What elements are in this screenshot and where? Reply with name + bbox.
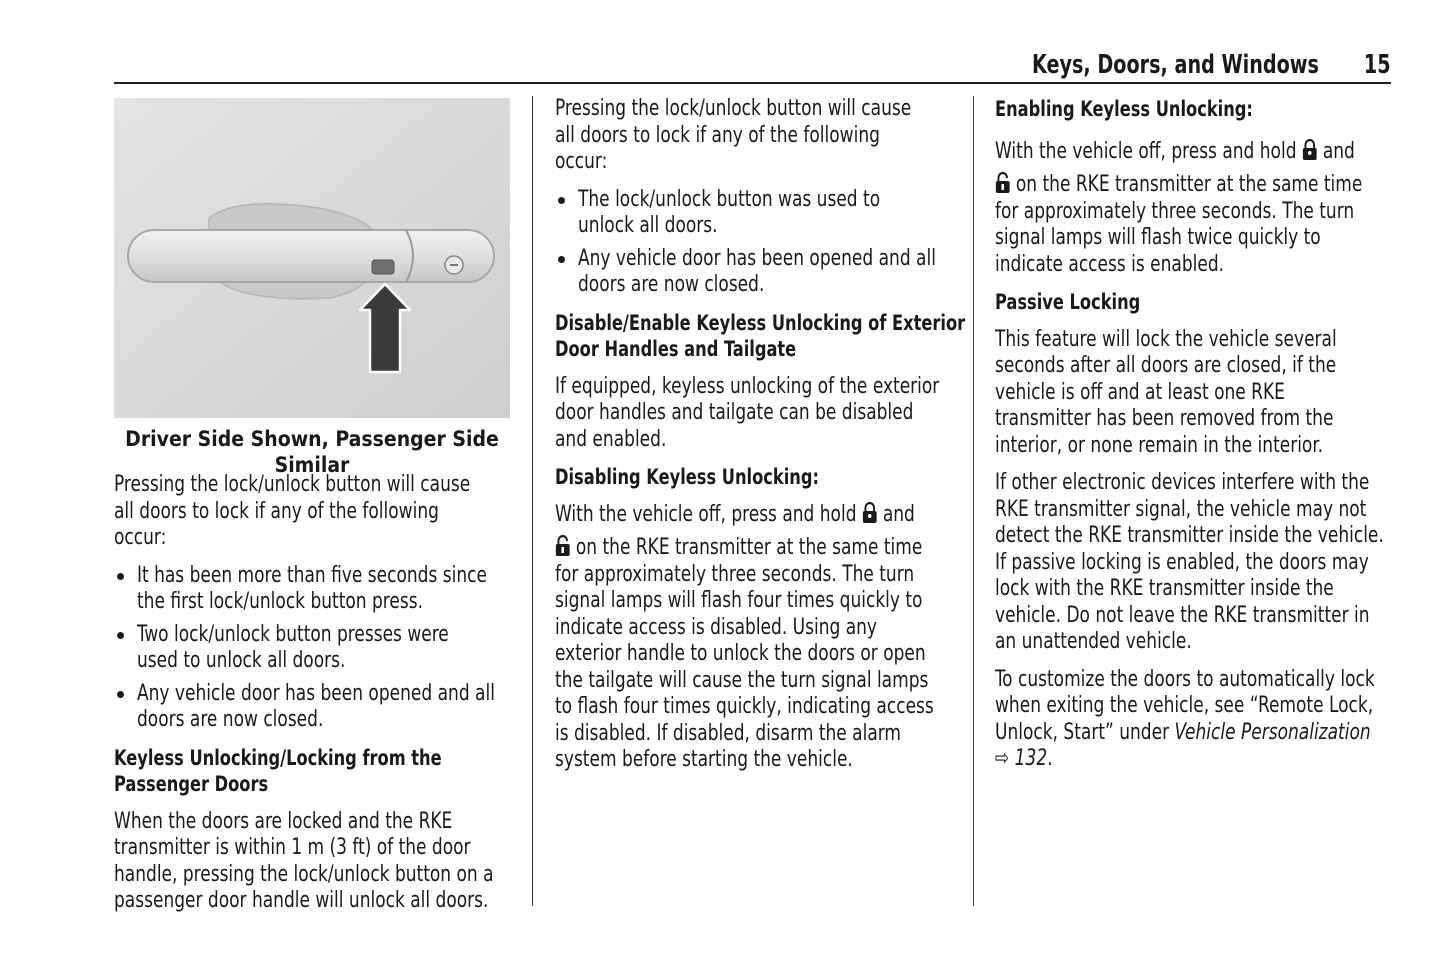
text-line: exterior handle to unlock the doors or open [555, 641, 926, 666]
text-line: system before starting the vehicle. [555, 747, 853, 772]
text-line: when exiting the vehicle, see “Remote Lock, [995, 693, 1374, 718]
text-line: on the RKE transmitter at the same time [575, 535, 923, 560]
text-line: signal lamps will flash four times quickly to [555, 588, 923, 613]
list-item [555, 187, 953, 240]
text-line: door handles and tailgate can be disabled [555, 400, 914, 425]
text-line: . [1047, 746, 1053, 771]
text-line: If other electronic devices interfere with the [995, 470, 1370, 495]
text-line: indicate access is enabled. [995, 251, 1225, 277]
text-line: vehicle is off and at least one RKE [995, 379, 1285, 405]
text-line: an unattended vehicle. [995, 629, 1192, 654]
text-line: Disabling Keyless Unlocking: [555, 465, 819, 489]
lock-open-icon [995, 172, 1010, 194]
text-line: Enabling Keyless Unlocking: [995, 97, 1253, 121]
text-line: occur: [114, 525, 167, 550]
door-handle-illustration [114, 98, 510, 418]
heading-disable-enable [555, 310, 966, 363]
text-line: transmitter is within 1 m (3 ft) of the door [114, 835, 471, 860]
text-line: If equipped, keyless unlocking of the exterior [555, 373, 940, 399]
col1-bullet-list [114, 563, 510, 734]
text-line: If passive locking is enabled, the doors may [995, 549, 1369, 575]
text-line: Door Handles and Tailgate [555, 337, 797, 361]
text-line: seconds after all doors are closed, if the [995, 353, 1337, 378]
text-line: Any vehicle door has been opened and all [137, 680, 495, 706]
column-1 [114, 472, 510, 926]
list-item [114, 681, 510, 734]
col3-para3 [995, 470, 1391, 656]
list-item [555, 246, 953, 299]
text-line: passenger door handle will unlock all doors. [114, 888, 489, 913]
figure-caption: Driver Side Shown, Passenger Side Similar [125, 427, 499, 477]
section-title: Keys, Doors, and Windows [1032, 50, 1319, 80]
text-line: Pressing the lock/unlock button will cause [555, 96, 912, 121]
col2-para1 [555, 374, 953, 454]
column-2 [555, 96, 966, 785]
text-line: It has been more than five seconds since [137, 562, 487, 588]
text-line: used to unlock all doors. [137, 648, 346, 673]
heading-disabling [555, 464, 953, 491]
text-line: all doors to lock if any of the following [114, 498, 439, 524]
text-line: Any vehicle door has been opened and all [578, 245, 936, 271]
lock-open-icon [555, 535, 570, 557]
text-line: Keyless Unlocking/Locking from the [114, 745, 442, 770]
col2-para2 [555, 502, 953, 774]
text-line: to flash four times quickly, indicating access [555, 694, 934, 719]
text-line: is disabled. If disabled, disarm the alarm [555, 720, 902, 746]
text-line: The lock/unlock button was used to [578, 186, 881, 212]
door-handle-graphic [114, 98, 510, 418]
list-item [114, 622, 510, 675]
text-line: the tailgate will cause the turn signal lamps [555, 667, 929, 693]
text-line: RKE transmitter signal, the vehicle may not [995, 496, 1367, 522]
text-line: lock with the RKE transmitter inside the [995, 576, 1334, 601]
page-number: 15 [1364, 50, 1391, 80]
text-line: handle, pressing the lock/unlock button on a [114, 861, 494, 887]
text-line: and enabled. [555, 426, 667, 452]
text-line: vehicle. Do not leave the RKE transmitter in [995, 602, 1370, 628]
col2-bullet-list [555, 187, 953, 299]
col3-para4 [995, 667, 1391, 773]
cross-reference-arrow-icon: ⇨ [995, 746, 1010, 771]
text-line: signal lamps will flash twice quickly to [995, 225, 1321, 250]
text-line: for approximately three seconds. The turn [555, 561, 915, 587]
column-divider [532, 96, 533, 906]
text-line: Disable/Enable Keyless Unlocking of Exterior [555, 310, 966, 335]
col3-para2 [995, 327, 1391, 460]
text-line: Passive Locking [995, 290, 1141, 314]
text-line: occur: [555, 149, 608, 174]
heading-passive-locking [995, 289, 1391, 316]
cross-reference-title[interactable]: Vehicle Personalization [1174, 719, 1371, 745]
list-item [114, 563, 510, 616]
col1-intro-paragraph [114, 472, 510, 552]
text-line: With the vehicle off, press and hold [995, 138, 1297, 164]
text-line: all doors to lock if any of the following [555, 122, 880, 148]
col2-intro-paragraph [555, 96, 953, 176]
text-line: Two lock/unlock button presses were [137, 621, 449, 647]
text-line: doors are now closed. [137, 707, 324, 732]
text-line: This feature will lock the vehicle several [995, 326, 1337, 352]
text-line: Unlock, Start” under [995, 719, 1170, 745]
heading-enabling [995, 96, 1391, 123]
text-line: With the vehicle off, press and hold [555, 501, 857, 527]
text-line: Pressing the lock/unlock button will cause [114, 472, 471, 497]
text-line: detect the RKE transmitter inside the vehicle. [995, 523, 1384, 548]
col1-body-paragraph [114, 809, 510, 915]
cross-reference-page[interactable]: 132 [1014, 746, 1048, 771]
text-line: To customize the doors to automatically lock [995, 666, 1375, 692]
text-line: Passenger Doors [114, 772, 269, 796]
text-line: the first lock/unlock button press. [137, 589, 423, 614]
lock-closed-icon [862, 502, 877, 524]
page-header [114, 44, 1391, 84]
text-line: on the RKE transmitter at the same time [1015, 172, 1363, 197]
text-line: for approximately three seconds. The turn [995, 198, 1355, 224]
text-line: transmitter has been removed from the [995, 406, 1334, 431]
text-line: unlock all doors. [578, 213, 718, 238]
text-line: doors are now closed. [578, 272, 765, 297]
text-line: interior, or none remain in the interior. [995, 432, 1324, 458]
text-line: When the doors are locked and the RKE [114, 808, 453, 834]
text-line: and [882, 501, 915, 527]
lock-closed-icon [1302, 139, 1317, 161]
text-line: indicate access is disabled. Using any [555, 614, 878, 640]
text-line: and [1322, 138, 1355, 164]
heading-passenger-doors [114, 745, 510, 798]
column-divider [973, 96, 974, 906]
col3-para1 [995, 139, 1391, 279]
column-3 [995, 96, 1391, 784]
